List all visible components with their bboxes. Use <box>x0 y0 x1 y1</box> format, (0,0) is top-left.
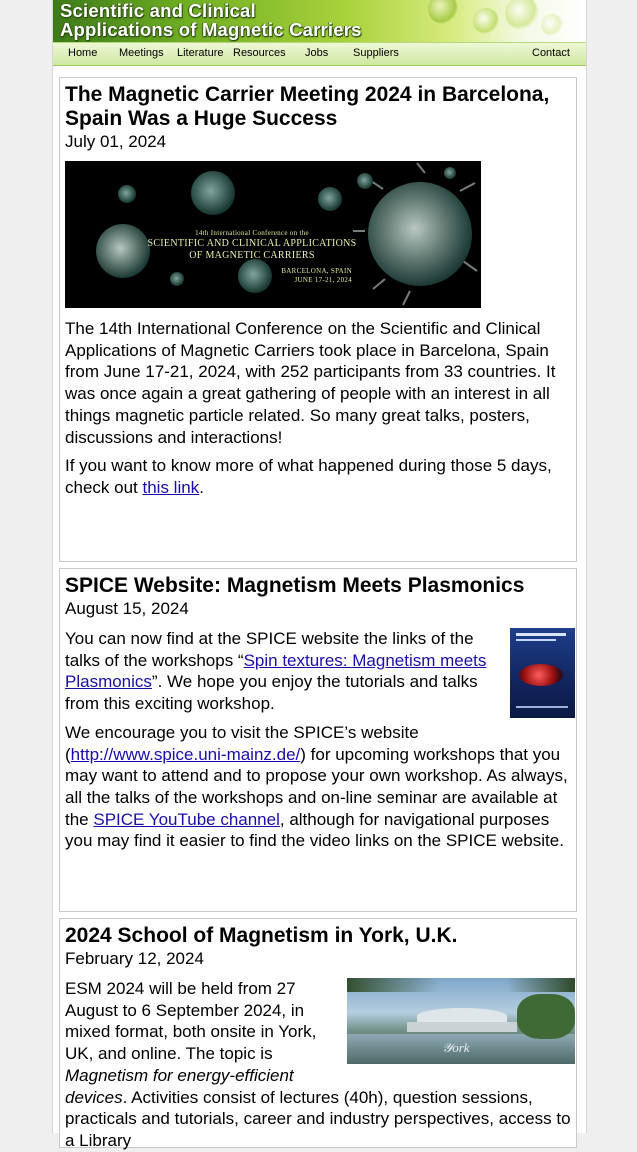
paragraph-text: . Activities consist of lectures (40h), question sessions, practicals and tutorials, career and industry perspectives, access to a Library <box>65 1087 571 1150</box>
image-caption <box>137 229 367 285</box>
post-title[interactable]: SPICE Website: Magnetism Meets Plasmonics <box>65 574 525 597</box>
image-caption-place: BARCELONA, SPAIN <box>281 267 352 275</box>
workshop-poster-image[interactable] <box>510 628 575 718</box>
paragraph-text: We encourage you to visit the SPICE’s website ( <box>65 722 419 764</box>
nav-suppliers[interactable]: Suppliers <box>353 47 399 59</box>
post-date: February 12, 2024 <box>65 949 204 968</box>
post-paragraph <box>65 628 575 715</box>
spice-youtube-link[interactable]: SPICE YouTube channel <box>93 809 280 829</box>
post-paragraph <box>65 722 575 852</box>
nav-contact[interactable]: Contact <box>532 47 570 59</box>
paragraph-text: ”. We hope you enjoy the tutorials and talks from this exciting workshop. <box>65 672 478 714</box>
post-paragraph <box>65 455 575 498</box>
paragraph-text: . <box>199 477 204 497</box>
paragraph-text: , although for navigational purposes you may find it easier to find the video links on the SPICE website. <box>65 809 564 851</box>
decorative-bubble-icon <box>428 0 458 24</box>
paragraph-text: ESM 2024 will be held from 27 August to 6 September 2024, in mixed format, both onsite in York, UK, and online. The topic is <box>65 979 317 1064</box>
image-caption-line1: 14th International Conference on the <box>195 229 309 237</box>
york-logo: 𝒴ork <box>442 1040 470 1055</box>
conference-banner-image[interactable] <box>65 161 481 308</box>
nav-resources[interactable]: Resources <box>233 47 286 59</box>
post-date: July 01, 2024 <box>65 132 167 151</box>
poster-footer-bar-icon <box>516 706 568 708</box>
image-caption-line2: SCIENTIFIC AND CLINICAL APPLICATIONS <box>147 238 357 249</box>
post-title[interactable]: 2024 School of Magnetism in York, U.K. <box>65 924 458 947</box>
post-card <box>59 568 577 912</box>
nav-literature[interactable]: Literature <box>177 47 224 59</box>
site-title-line1: Scientific and Clinical <box>60 0 256 21</box>
decorative-bubble-icon <box>541 14 563 36</box>
post-card <box>59 77 577 562</box>
site-title <box>60 1 362 39</box>
tree-icon <box>517 994 575 1039</box>
york-campus-image[interactable] <box>347 978 575 1064</box>
nav-home[interactable]: Home <box>68 47 98 59</box>
paragraph-text: If you want to know more of what happened during those 5 days, check out <box>65 456 552 497</box>
decorative-bubble-icon <box>505 0 539 30</box>
nav-jobs[interactable]: Jobs <box>305 47 329 59</box>
paragraph-text: ) for upcoming workshops that you may want to attend and to propose your own workshop. As always, all the talks of the workshops and on-line seminar are available at the <box>65 744 568 829</box>
spice-website-link[interactable]: http://www.spice.uni-mainz.de/ <box>70 744 301 764</box>
site-banner[interactable] <box>53 0 586 42</box>
tree-foliage-icon <box>347 978 575 992</box>
building-icon <box>407 1022 517 1032</box>
emphasized-topic: Magnetism for energy-efficient devices <box>65 1065 294 1107</box>
poster-title-bar-icon <box>516 633 566 636</box>
main-navigation <box>53 42 586 66</box>
image-caption-line3: OF MAGNETIC CARRIERS <box>189 250 315 261</box>
image-caption-dates: JUNE 17-21, 2024 <box>294 276 352 284</box>
this-link[interactable]: this link <box>142 477 200 497</box>
poster-title-bar-icon <box>516 639 556 641</box>
site-title-line2: Applications of Magnetic Carriers <box>60 19 362 40</box>
post-title[interactable]: The Magnetic Carrier Meeting 2024 in Barcelona, Spain Was a Huge Success <box>65 83 550 130</box>
page <box>52 0 587 1150</box>
poster-graphic-icon <box>519 664 563 686</box>
post-card <box>59 918 577 1148</box>
post-paragraph: The 14th International Conference on the Scientific and Clinical Applications of Magnetic Carriers took place in Barcelona, Spain from June 17-21, 2024, with 252 participants from 33 countries. It was once again a great gathering of people with an interest in all things magnetic particle related. So many great talks, posters, discussions and interactions! <box>65 319 556 447</box>
decorative-bubble-icon <box>473 8 499 34</box>
paragraph-text: You can now find at the SPICE website the links of the talks of the workshops “ <box>65 629 474 670</box>
nav-meetings[interactable]: Meetings <box>119 47 164 59</box>
post-date: August 15, 2024 <box>65 599 189 618</box>
spin-textures-link[interactable]: Spin textures: Magnetism meets Plasmonics <box>65 650 487 692</box>
